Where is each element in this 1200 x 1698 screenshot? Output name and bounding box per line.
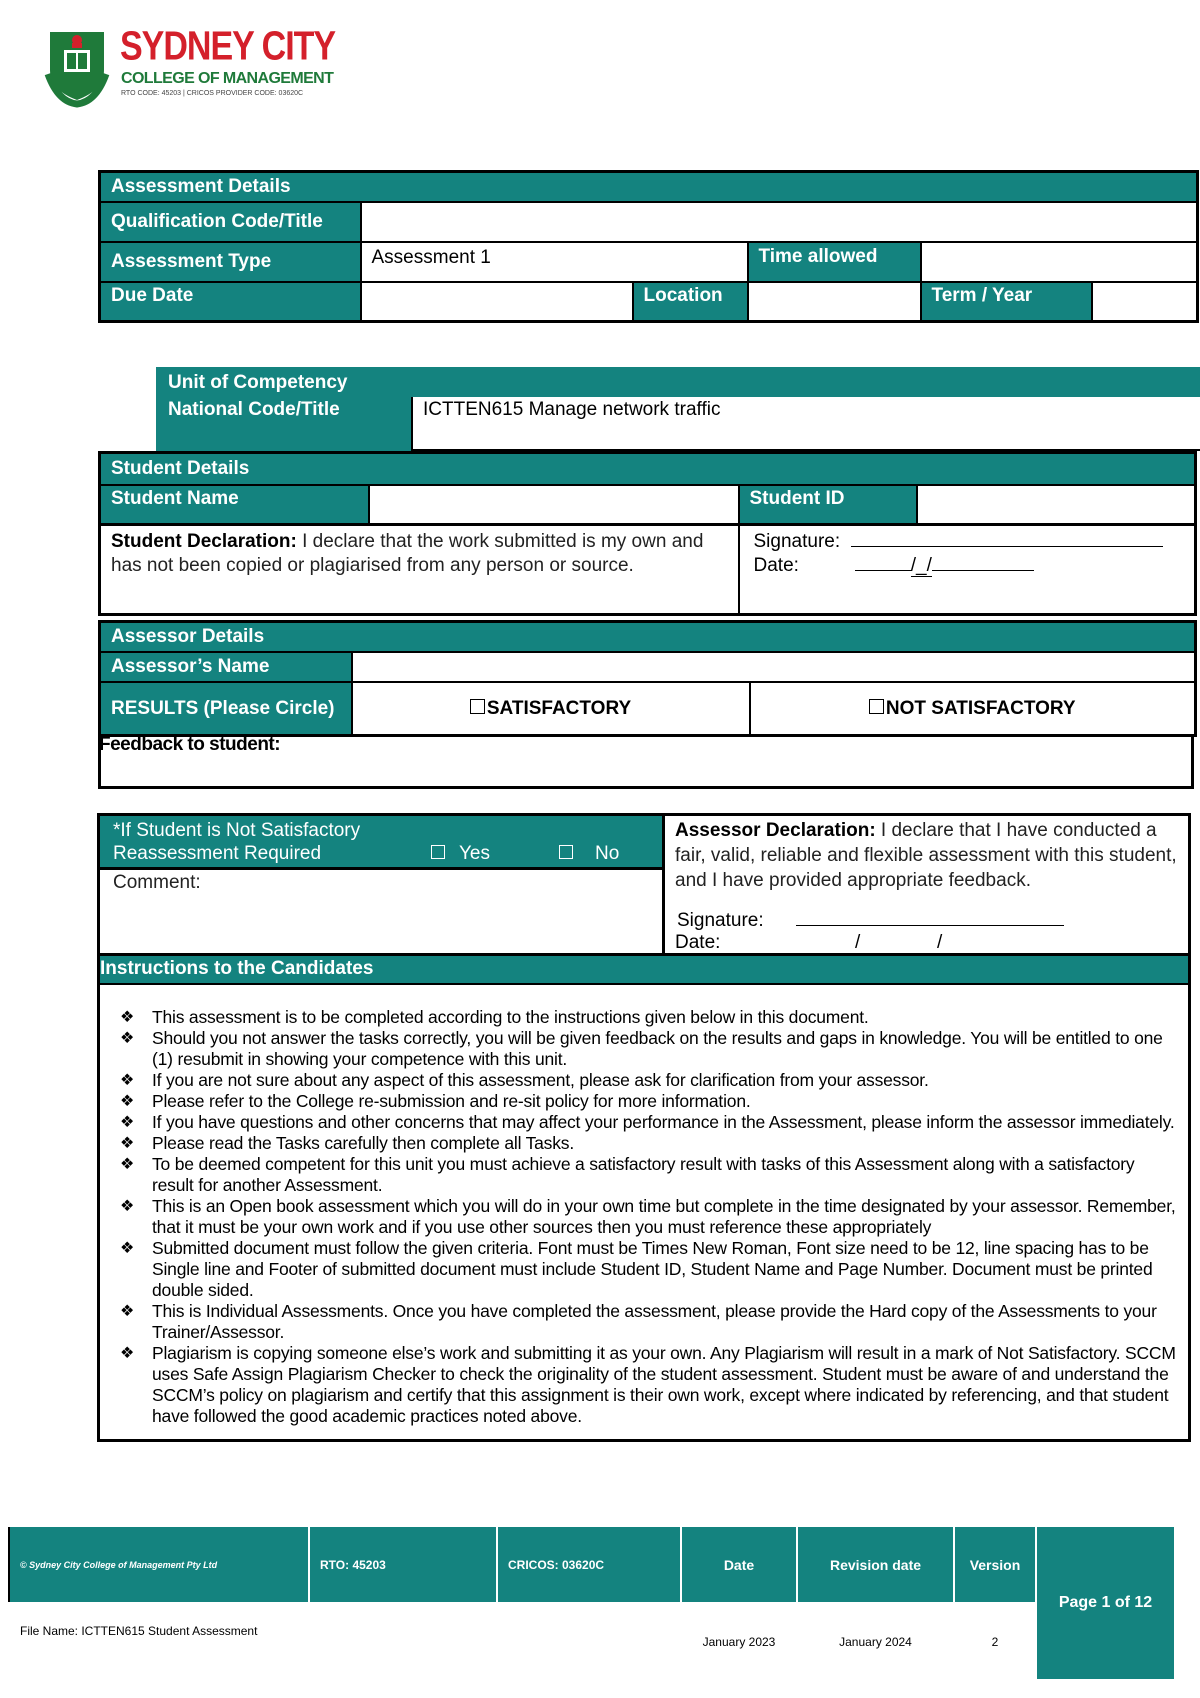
student-signature-line[interactable] [851, 546, 1163, 547]
comment-label: Comment: [113, 872, 201, 893]
student-signature-label: Signature: [753, 531, 841, 552]
footer-rto: RTO: 45203 [309, 1526, 497, 1603]
instruction-item [100, 1154, 1180, 1196]
feedback-box[interactable] [98, 734, 1194, 789]
instruction-text: This is an Open book assessment which you will do in your own time but complete in the time designated by your assessor. Remember, that it must be your own work and if you use other sources then you must reference these appropriately [152, 1196, 1176, 1237]
due-date-field[interactable] [361, 282, 633, 322]
assessor-declaration-text: I declare that I have conducted a fair, valid, reliable and flexible assessment with this student, and I have provided appropriate feedback. [675, 820, 1177, 891]
instruction-item [100, 1112, 1180, 1133]
diamond-bullet-icon: ❖ [120, 1303, 135, 1320]
instruction-text: If you have questions and other concerns that may affect your performance in the Assessment, please inform the assessor immediately. [152, 1112, 1175, 1132]
diamond-bullet-icon: ❖ [120, 1093, 135, 1110]
comment-field[interactable] [100, 870, 662, 956]
reassessment-header [100, 816, 662, 867]
qualification-field[interactable] [361, 202, 1198, 242]
student-declaration-text: I declare that the work submitted is my own and has not been copied or plagiarised from any person or source. [111, 531, 704, 576]
instructions-list [100, 1007, 1188, 1427]
instruction-item [100, 1133, 1180, 1154]
footer-version-value: 2 [954, 1603, 1036, 1680]
diamond-bullet-icon: ❖ [120, 1135, 135, 1152]
instructions-block [97, 956, 1191, 1442]
reassessment-yes[interactable] [431, 842, 490, 865]
diamond-bullet-icon: ❖ [120, 1030, 135, 1047]
reassessment-line1: *If Student is Not Satisfactory [113, 820, 361, 841]
instruction-item [100, 1028, 1180, 1070]
footer-copyright: © Sydney City College of Management Pty Ltd [9, 1526, 309, 1603]
instruction-text: This is Individual Assessments. Once you have completed the assessment, please provide the Hard copy of the Assessments to your Trainer/Assessor. [152, 1301, 1157, 1342]
qualification-label: Qualification Code/Title [100, 202, 361, 242]
student-name-label: Student Name [100, 485, 369, 525]
student-details-header: Student Details [100, 453, 1196, 485]
not-satisfactory-label: NOT SATISFACTORY [885, 697, 1076, 719]
assessor-signature-line[interactable] [796, 925, 1064, 926]
term-year-field[interactable] [1092, 282, 1198, 322]
instruction-item [100, 1070, 1180, 1091]
instruction-text: Please refer to the College re-submission and re-sit policy for more information. [152, 1091, 751, 1111]
instruction-text: If you are not sure about any aspect of this assessment, please ask for clarification from your assessor. [152, 1070, 929, 1090]
reassessment-block [97, 813, 1191, 956]
footer-revision-value: January 2024 [797, 1603, 954, 1680]
instructions-header: Instructions to the Candidates [100, 956, 1188, 985]
satisfactory-label: SATISFACTORY [486, 697, 632, 719]
feedback-label: Feedback to student: [99, 734, 281, 755]
assessor-signature-label: Signature: [677, 910, 764, 931]
footer-date-value: January 2023 [681, 1603, 797, 1680]
national-code-value: ICTTEN615 Manage network traffic [411, 397, 1200, 451]
instruction-text: To be deemed competent for this unit you must achieve a satisfactory result with tasks of this Assessment along with a satisfactory result for another Assessment. [152, 1154, 1135, 1195]
student-signature-cell [739, 525, 1196, 615]
footer-cricos: CRICOS: 03620C [497, 1526, 681, 1603]
instruction-item [100, 1238, 1180, 1301]
not-satisfactory-checkbox[interactable] [869, 699, 884, 714]
assessment-details-header: Assessment Details [100, 172, 1198, 202]
student-name-field[interactable] [369, 485, 739, 525]
satisfactory-checkbox[interactable] [470, 699, 485, 714]
instruction-text: Please read the Tasks carefully then complete all Tasks. [152, 1133, 574, 1153]
college-crest-icon [36, 26, 118, 108]
reassessment-yes-checkbox[interactable] [431, 845, 445, 859]
diamond-bullet-icon: ❖ [120, 1240, 135, 1257]
instruction-item [100, 1343, 1180, 1427]
assessor-date-slash-2: / [937, 932, 943, 953]
assessment-type-label: Assessment Type [100, 242, 361, 282]
location-label: Location [633, 282, 748, 322]
reassessment-no-checkbox[interactable] [559, 845, 573, 859]
student-details-table [98, 451, 1197, 616]
unit-header: Unit of Competency [156, 367, 1200, 397]
satisfactory-option[interactable] [352, 682, 750, 736]
student-id-field[interactable] [917, 485, 1196, 525]
assessor-declaration [665, 816, 1188, 956]
instruction-item [100, 1007, 1180, 1028]
results-label: RESULTS (Please Circle) [100, 682, 352, 736]
student-declaration-title: Student Declaration: [111, 531, 297, 552]
footer-file-name: File Name: ICTTEN615 Student Assessment [9, 1603, 681, 1680]
logo-name-line2: COLLEGE OF MANAGEMENT [121, 70, 334, 87]
student-date-label: Date: [753, 555, 799, 576]
term-year-label: Term / Year [921, 282, 1092, 322]
assessor-name-field[interactable] [352, 652, 1196, 682]
student-date-field[interactable] [855, 570, 911, 571]
footer-revision-label: Revision date [797, 1526, 954, 1603]
diamond-bullet-icon: ❖ [120, 1156, 135, 1173]
location-field[interactable] [748, 282, 921, 322]
unit-of-competency-block [156, 367, 1200, 451]
time-allowed-field[interactable] [921, 242, 1198, 282]
reassessment-line2: Reassessment Required [113, 843, 322, 864]
assessment-details-table [98, 170, 1199, 323]
footer-page-number: Page 1 of 12 [1036, 1526, 1175, 1680]
student-declaration [100, 525, 739, 615]
college-logo [36, 23, 336, 110]
student-id-label: Student ID [739, 485, 917, 525]
instruction-text: Plagiarism is copying someone else’s work and submitting it as your own. Any Plagiarism will result in a mark of Not Satisfactory. SCCM uses Safe Assign Plagiarism Checker to check the originality of the student assessment. Student must be aware of and understand the SCCM’s policy on plagiarism and certify that this assignment is their own work, except where indicated by referencing, and that student have followed the good academic practices noted above. [152, 1343, 1176, 1426]
footer-version-label: Version [954, 1526, 1036, 1603]
assessor-date-label: Date: [675, 932, 721, 953]
diamond-bullet-icon: ❖ [120, 1198, 135, 1215]
instruction-item [100, 1301, 1180, 1343]
instruction-text: Should you not answer the tasks correctly, you will be given feedback on the results and gaps in knowledge. You will be entitled to one (1) resubmit in showing your competence with this unit. [152, 1028, 1163, 1069]
diamond-bullet-icon: ❖ [120, 1114, 135, 1131]
time-allowed-label: Time allowed [748, 242, 921, 282]
assessor-date-slash-1: / [855, 932, 861, 953]
not-satisfactory-option[interactable] [750, 682, 1196, 736]
logo-tagline: RTO CODE: 45203 | CRICOS PROVIDER CODE: 03620C [121, 90, 304, 97]
instruction-text: This assessment is to be completed according to the instructions given below in this document. [152, 1007, 869, 1027]
page-footer [8, 1525, 1176, 1681]
reassessment-no-label: No [595, 843, 620, 864]
due-date-label: Due Date [100, 282, 361, 322]
national-code-label: National Code/Title [156, 397, 411, 451]
instruction-item [100, 1196, 1180, 1238]
student-date-separator: /_/ [910, 555, 932, 576]
diamond-bullet-icon: ❖ [120, 1009, 135, 1026]
assessor-declaration-title: Assessor Declaration: [675, 820, 876, 841]
reassessment-yes-label: Yes [459, 843, 490, 864]
student-date-year-line[interactable] [932, 570, 1034, 571]
instruction-item [100, 1091, 1180, 1112]
assessor-details-table [98, 620, 1197, 737]
assessor-details-header: Assessor Details [100, 622, 1196, 652]
instruction-text: Submitted document must follow the given criteria. Font must be Times New Roman, Font size need to be 12, line spacing has to be Single line and Footer of submitted document must include Student ID, Student Name and Page Number. Document must be printed double sided. [152, 1238, 1153, 1300]
logo-name-line1: SYDNEY CITY [120, 23, 336, 70]
assessor-name-label: Assessor’s Name [100, 652, 352, 682]
reassessment-no[interactable] [559, 842, 619, 865]
diamond-bullet-icon: ❖ [120, 1345, 135, 1362]
footer-date-label: Date [681, 1526, 797, 1603]
diamond-bullet-icon: ❖ [120, 1072, 135, 1089]
assessment-type-field[interactable]: Assessment 1 [361, 242, 748, 282]
